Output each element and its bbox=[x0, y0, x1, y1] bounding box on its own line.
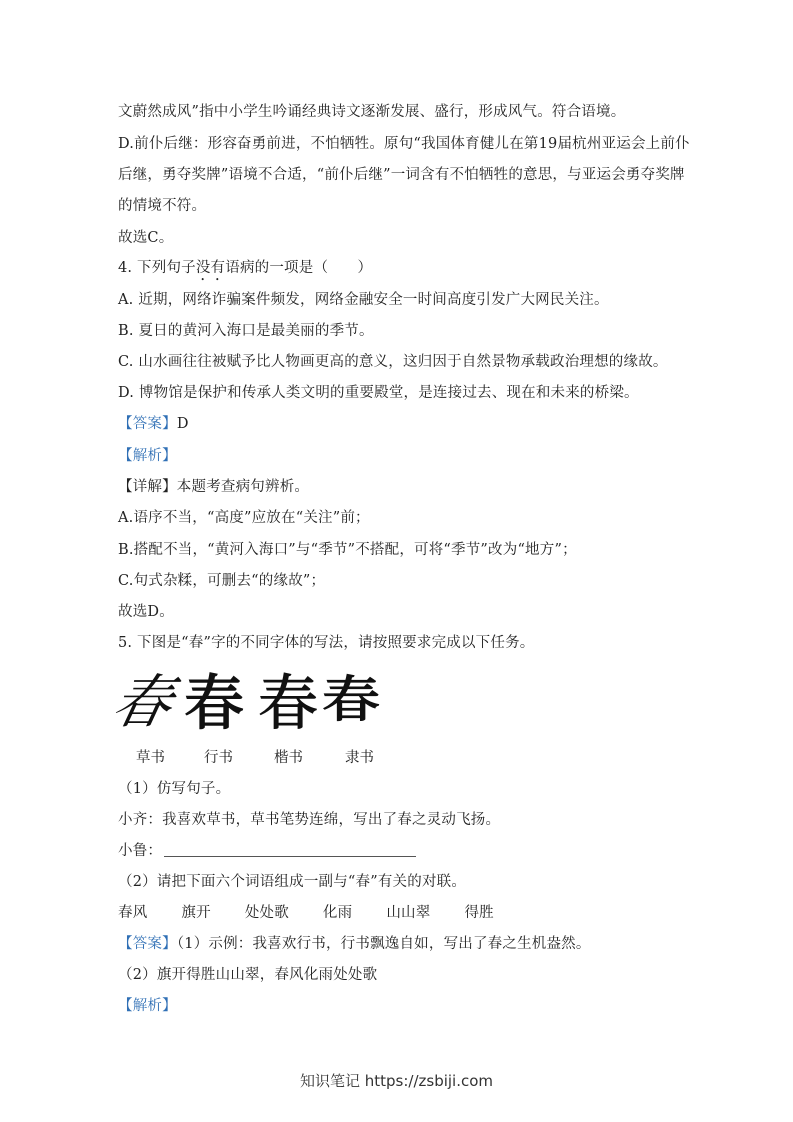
detail-line: 故选D。 bbox=[118, 604, 174, 620]
option-b: B. 夏日的黄河入海口是最美丽的季节。 bbox=[118, 323, 374, 339]
sub-question-1: （1）仿写句子。 bbox=[118, 781, 231, 797]
answer-tag: 【答案】 bbox=[118, 416, 177, 432]
word-item: 化雨 bbox=[322, 905, 353, 921]
answer-value: （1）示例：我喜欢行书，行书飘逸自如，写出了春之生机盎然。 bbox=[176, 936, 591, 952]
detail-line: A.语序不当，“高度”应放在“关注”前； bbox=[118, 510, 370, 526]
answer-5 bbox=[118, 934, 591, 954]
text-line: 故选C。 bbox=[118, 230, 174, 246]
option-a: A. 近期，网络诈骗案件频发，网络金融安全一时间高度引发广大网民关注。 bbox=[118, 292, 609, 308]
text-line: 文蔚然成风”指中小学生吟诵经典诗文逐渐发展、盛行，形成风气。符合语境。 bbox=[118, 104, 626, 120]
fill-blank-line bbox=[118, 841, 416, 861]
label-regular: 楷书 bbox=[274, 750, 303, 766]
question-4-part: 语病的一项是（ ） bbox=[225, 260, 373, 276]
analysis-tag: 【解析】 bbox=[118, 448, 177, 464]
word-item: 山山翠 bbox=[386, 905, 431, 921]
speaker-label: 小鲁： bbox=[118, 843, 163, 859]
sub-question-2: （2）请把下面六个词语组成一副与“春”有关的对联。 bbox=[118, 874, 467, 890]
answer-blank bbox=[164, 842, 416, 857]
text-line: 的情境不符。 bbox=[118, 198, 207, 214]
running-glyph: 春 bbox=[184, 669, 244, 739]
word-list bbox=[118, 903, 528, 923]
word-item: 春风 bbox=[118, 905, 148, 921]
word-item: 旗开 bbox=[181, 905, 211, 921]
detail-line: B.搭配不当，“黄河入海口”与“季节”不搭配，可将“季节”改为“地方”； bbox=[118, 542, 577, 558]
answer-value: D bbox=[176, 416, 189, 432]
example-sentence: 小齐：我喜欢草书，草书笔势连绵，写出了春之灵动飞扬。 bbox=[118, 812, 501, 828]
regular-glyph: 春 bbox=[258, 669, 318, 739]
word-item: 处处歌 bbox=[244, 905, 289, 921]
option-c: C. 山水画往往被赋予比人物画更高的意义，这归因于自然景物承载政治理想的缘故。 bbox=[118, 354, 668, 370]
question-5: 5. 下图是“春”字的不同字体的写法，请按照要求完成以下任务。 bbox=[118, 635, 535, 651]
word-item: 得胜 bbox=[464, 905, 494, 921]
option-d: D. 博物馆是保护和传承人类文明的重要殿堂，是连接过去、现在和未来的桥梁。 bbox=[118, 385, 639, 401]
answer-5-part2: （2）旗开得胜山山翠，春风化雨处处歌 bbox=[118, 967, 378, 983]
analysis-tag: 【解析】 bbox=[118, 998, 177, 1014]
text-line: D.前仆后继：形容奋勇前进，不怕牺牲。原句“我国体育健儿在第19届杭州亚运会上前仆 bbox=[118, 136, 690, 152]
cursive-glyph: 春 bbox=[106, 668, 179, 736]
question-4-part: 4. 下列句子 bbox=[118, 260, 196, 276]
label-running: 行书 bbox=[204, 750, 233, 766]
answer-tag: 【答案】 bbox=[118, 936, 177, 952]
emphasis-text: 没有 bbox=[195, 260, 226, 276]
answer-4 bbox=[118, 414, 189, 434]
text-line: 后继，勇夺奖牌”语境不合适，“前仆后继”一词含有不怕牺牲的意思，与亚运会勇夺奖牌 bbox=[118, 167, 685, 183]
question-4 bbox=[118, 258, 372, 284]
detail-line: 【详解】本题考查病句辨析。 bbox=[118, 479, 310, 495]
label-cursive: 草书 bbox=[136, 750, 165, 766]
calligraphy-image bbox=[106, 662, 388, 739]
clerical-glyph: 春 bbox=[322, 670, 380, 729]
detail-line: C.句式杂糅，可删去“的缘故”； bbox=[118, 573, 326, 589]
label-clerical: 隶书 bbox=[345, 750, 374, 766]
footer-watermark: 知识笔记 https://zsbiji.com bbox=[299, 1072, 494, 1090]
